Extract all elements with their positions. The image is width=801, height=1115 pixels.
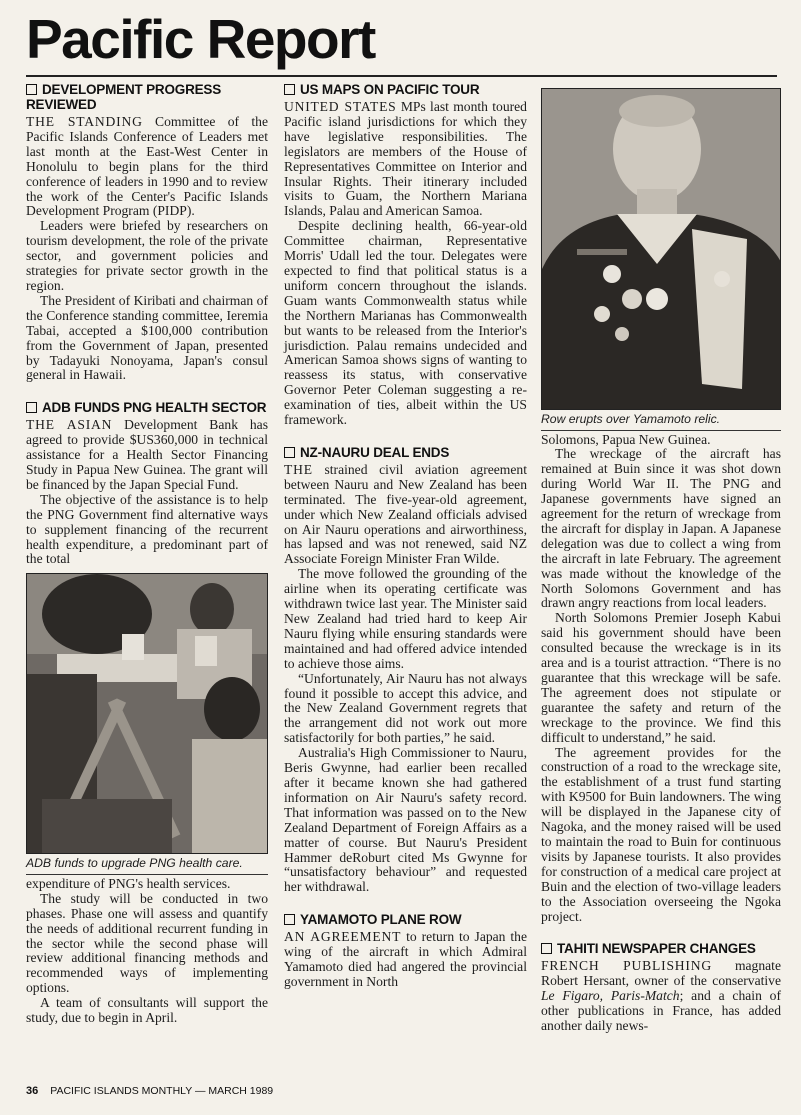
- dev-paragraph-1: THE STANDING Committee of the Pacific Islands Conference of Leaders met last month at the East-West Center in Honolulu to begin plans for the third conference of leaders in 1990 and to review the work of the Center's Pacific Islands Development Program (PIDP).: [26, 114, 268, 219]
- adb-paragraph-5: A team of consultants will support the study, due to begin in April.: [26, 995, 268, 1026]
- adb-paragraph-4: The study will be conducted in two phases. Phase one will assess and quantify the needs of additional recurrent funding in the sector while the second phase will review additional financing methods and recommended ways of implementing options.: [26, 890, 268, 996]
- adb-photo-caption: ADB funds to upgrade PNG health care.: [26, 857, 268, 875]
- page-footer: [26, 1085, 273, 1097]
- adb-paragraph-1: THE ASIAN Development Bank has agreed to provide $US360,000 in technical assistance for a Health Sector Financing Study in Papua New Guinea. The grant will be financed by the Japan Special Fund.: [26, 417, 268, 492]
- masthead: Pacific Report: [26, 8, 375, 70]
- tahiti-paragraph-1: FRENCH PUBLISHING magnate Robert Hersant, owner of the conservative Le Figaro, Paris-Match; and a chain of other publications in France, has added another daily news-: [541, 958, 781, 1034]
- yamamoto-photo-caption: Row erupts over Yamamoto relic.: [541, 413, 781, 431]
- checkbox-bullet-icon: [284, 84, 295, 95]
- checkbox-bullet-icon: [541, 943, 552, 954]
- usmaps-paragraph-1: UNITED STATES MPs last month toured Pacific island jurisdictions for which they have legislative responsibilities. The legislators are members of the House of Representatives Committee on Interior and Insular Rights. Their itinerary included visits to Guam, the Northern Mariana Islands, Palau and American Samoa.: [284, 99, 527, 219]
- checkbox-bullet-icon: [26, 402, 37, 413]
- usmaps-paragraph-2: Despite declining health, 66-year-old Committee chairman, Representative Morris' Udall led the tour. Delegates were expected to find that political status is a uniform concern throughout the islands. Guam wants Commonwealth status while the Northern Marianas has Commonwealth but wants to be released from the Interior's jurisdiction. Palau remains undecided and American Samoa shows signs of wanting to reassess its status, with conservative Governor Peter Coleman suggesting a re-examination of ties, albeit within the US framework.: [284, 218, 527, 428]
- page-number: 36: [26, 1085, 39, 1097]
- headline-yamamoto: YAMAMOTO PLANE ROW: [284, 912, 527, 927]
- publication-line: PACIFIC ISLANDS MONTHLY — MARCH 1989: [50, 1085, 274, 1097]
- clinic-photo-image: [27, 574, 268, 853]
- headline-adb: ADB FUNDS PNG HEALTH SECTOR: [26, 400, 268, 415]
- nauru-paragraph-2: The move followed the grounding of the airline when its operating certificate was withdrawn twice last year. The Minister said New Zealand had tried hard to keep Air Nauru flying while ensuring standards were maintained and had offered advice intended to achieve those aims.: [284, 566, 527, 671]
- nauru-paragraph-3: “Unfortunately, Air Nauru has not always found it possible to accept this advice, and the New Zealand Government regrets that the arrangement did not work out more satisfactorily for both parties,” he said.: [284, 670, 527, 746]
- dev-paragraph-3: The President of Kiribati and chairman of the Conference standing committee, Ieremia Tabai, accepted a $100,000 contribution from the Government of Japan, presented by Tadayuki Nonoyama, Japan's consul general in Hawaii.: [26, 292, 268, 383]
- yamamoto-paragraph-3: The wreckage of the aircraft has remained at Buin since it was shot down during World War II. The PNG and Japanese governments have signed an agreement for the return of wreckage from the aircraft for display in Japan. A Japanese delegation was due to collect a wing from the aircraft in late February. The agreement was made without the knowledge of the North Solomons Government and has drawn angry reactions from local leaders.: [541, 446, 781, 611]
- headline-development: DEVELOPMENT PROGRESS REVIEWED: [26, 82, 222, 112]
- adb-paragraph-3: expenditure of PNG's health services.: [26, 875, 231, 891]
- admiral-portrait-image: [542, 89, 781, 409]
- headline-nz-nauru: NZ-NAURU DEAL ENDS: [284, 445, 527, 460]
- adb-paragraph-2: The objective of the assistance is to help the PNG Government find alternative ways to supplement financing of the recurrent health expenditure, a predominant part of the total: [26, 491, 268, 567]
- nauru-paragraph-4: Australia's High Commissioner to Nauru, Beris Gwynne, had earlier been recalled after it became known she had gathered information on Air Nauru's safety record. That information was passed on to the New Zealand Department of Foreign Affairs as a matter of course. But Nauru's President Hammer deRoburt cited Ms Gwynne for “unsatisfactory behaviour” and requested her withdrawal.: [284, 745, 527, 895]
- yamamoto-paragraph-1: AN AGREEMENT to return to Japan the wing of the aircraft in which Admiral Yamamoto died had angered the provincial government in North: [284, 929, 528, 989]
- yamamoto-paragraph-4: North Solomons Premier Joseph Kabui said his government should have been consulted because the wreckage is in its area and is a tourist attraction. “There is no guarantee that this wreckage will be safe. The agreement does not stipulate or guarantee the safety and return of the wreckage to the province. We find this difficult to understand,” he said.: [541, 610, 781, 745]
- checkbox-bullet-icon: [26, 84, 37, 95]
- dev-paragraph-2: Leaders were briefed by researchers on tourism development, the role of the private sector, and government policies and strategies for private sector growth in the region.: [26, 218, 268, 293]
- headline-us-maps: US MAPS ON PACIFIC TOUR: [284, 82, 527, 97]
- photo-child-health-clinic: [26, 573, 268, 854]
- photo-admiral-yamamoto: [541, 88, 781, 410]
- column-1: [26, 82, 268, 1026]
- headline-tahiti: TAHITI NEWSPAPER CHANGES: [541, 941, 781, 956]
- checkbox-bullet-icon: [284, 914, 295, 925]
- column-3: [541, 88, 781, 1034]
- column-2: [284, 82, 527, 990]
- nauru-paragraph-1: THE strained civil aviation agreement between Nauru and New Zealand has been terminated. The five-year-old agreement, under which New Zealand officials advised on Air Nauru operations and airworthiness, has lapsed and was not renewed, said NZ Associate Foreign Minister Fran Wilde.: [284, 461, 527, 567]
- yamamoto-paragraph-5: The agreement provides for the construction of a road to the wreckage site, the establishment of a trust fund starting with K9500 for Buin landowners. The wing will be displayed in the Japanese city of Nagoka, and the money raised will be used to maintain the road to Buin for continuous visits by Japanese tourists. It also provides for construction of a medical care project at Buin and the election of two-village leaders to the Association overseeing the Ngoka project.: [541, 744, 781, 924]
- checkbox-bullet-icon: [284, 447, 295, 458]
- masthead-rule: [26, 75, 777, 77]
- yamamoto-paragraph-2: Solomons, Papua New Guinea.: [541, 431, 711, 447]
